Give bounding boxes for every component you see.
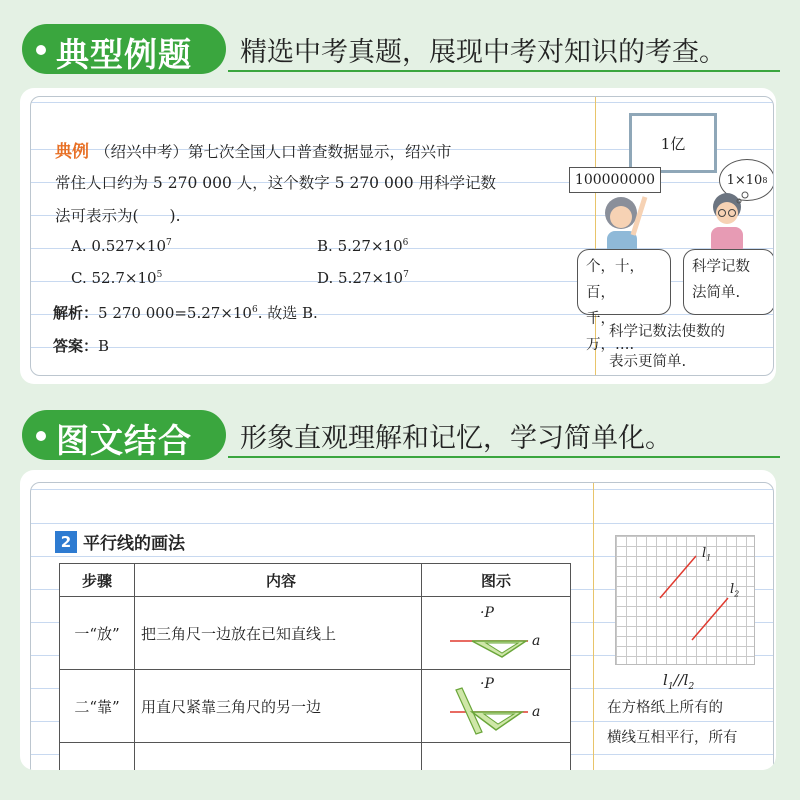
option-d: D. $5.27\times 10^7$ [317,269,409,287]
ruler-triangle-figure [422,670,570,742]
section-underline [228,456,780,458]
figure-cell [422,597,571,670]
option-b: B. $5.27\times 10^6$ [317,237,409,255]
question-line-2: 常住人口约为 5 270 000 人，这个数字 5 270 000 用科学记数 [55,174,496,192]
figure-cell [422,670,571,743]
line-l1-label: $l_1$ [702,546,712,563]
analysis: 解析：5 270 $000=5.27\times 10^6$. 故选 B. [53,304,318,322]
section-header-illustrated [0,406,800,466]
content-cell: 用直尺紧靠三角尺的另一边 [135,670,422,743]
section-description: 形象直观理解和记忆，学习简单化。 [240,423,672,454]
line-l2-label: $l_2$ [730,582,740,599]
header-figure: 图示 [422,564,571,597]
parallel-lines-card [20,470,776,770]
table-row [60,670,571,743]
question-line-3: 法可表示为( ). [55,207,181,225]
example-label: 典例 [55,142,89,162]
margin-line [593,483,594,770]
point-p-label: ·P [480,676,494,692]
question-line-1: 典例 （绍兴中考）第七次全国人口普查数据显示，绍兴市 [55,142,452,162]
section-underline [228,70,780,72]
topic-title: 平行线的画法 [83,534,185,554]
step-cell: 一“放” [60,597,135,670]
line-a-label: a [532,704,541,720]
table-row [60,597,571,670]
header-content: 内容 [135,564,422,597]
board-one-hundred-million: 1亿 [629,113,717,173]
bullet-dot-icon [36,45,46,55]
section-title: 图文结合 [56,421,192,460]
section-pill [22,24,226,74]
ruled-notebook [30,96,774,376]
speech-bubble-left: 个，十，百， 千，万，…. [577,249,671,315]
content-cell: 把三角尺一边放在已知直线上 [135,597,422,670]
place-triangle-figure [422,597,570,669]
illustration-note: 科学记数法使数的 表示更简单. [609,324,725,370]
table-row [60,743,571,771]
speech-bubble-right: 科学记数 法简单. [683,249,774,315]
section-header-examples [0,20,800,80]
steps-table [59,563,571,770]
point-p-label: ·P [480,605,494,621]
example-card [20,88,776,384]
grid-paper-figure [615,535,755,665]
section-pill [22,410,226,460]
answer: 答案：B [53,337,110,355]
step-cell: 二“靠” [60,670,135,743]
header-step: 步骤 [60,564,135,597]
ruled-notebook [30,482,774,770]
topic-number-badge: 2 [55,531,77,553]
grid-note: 在方格纸上所有的 横线互相平行，所有 [607,700,738,746]
option-a: A. $0.527\times 10^7$ [71,237,172,255]
section-description: 精选中考真题，展现中考对知识的考查。 [240,37,726,68]
section-title: 典型例题 [56,35,192,74]
number-sign: 100000000 [569,167,661,193]
bullet-dot-icon [36,431,46,441]
line-a-label: a [532,633,541,649]
option-c: C. $52.7\times 10^5$ [71,269,163,287]
table-header-row [60,564,571,597]
thought-bubble: 1×10 8 [719,159,774,201]
grid-caption: $l_1//l_2$ [663,671,695,692]
